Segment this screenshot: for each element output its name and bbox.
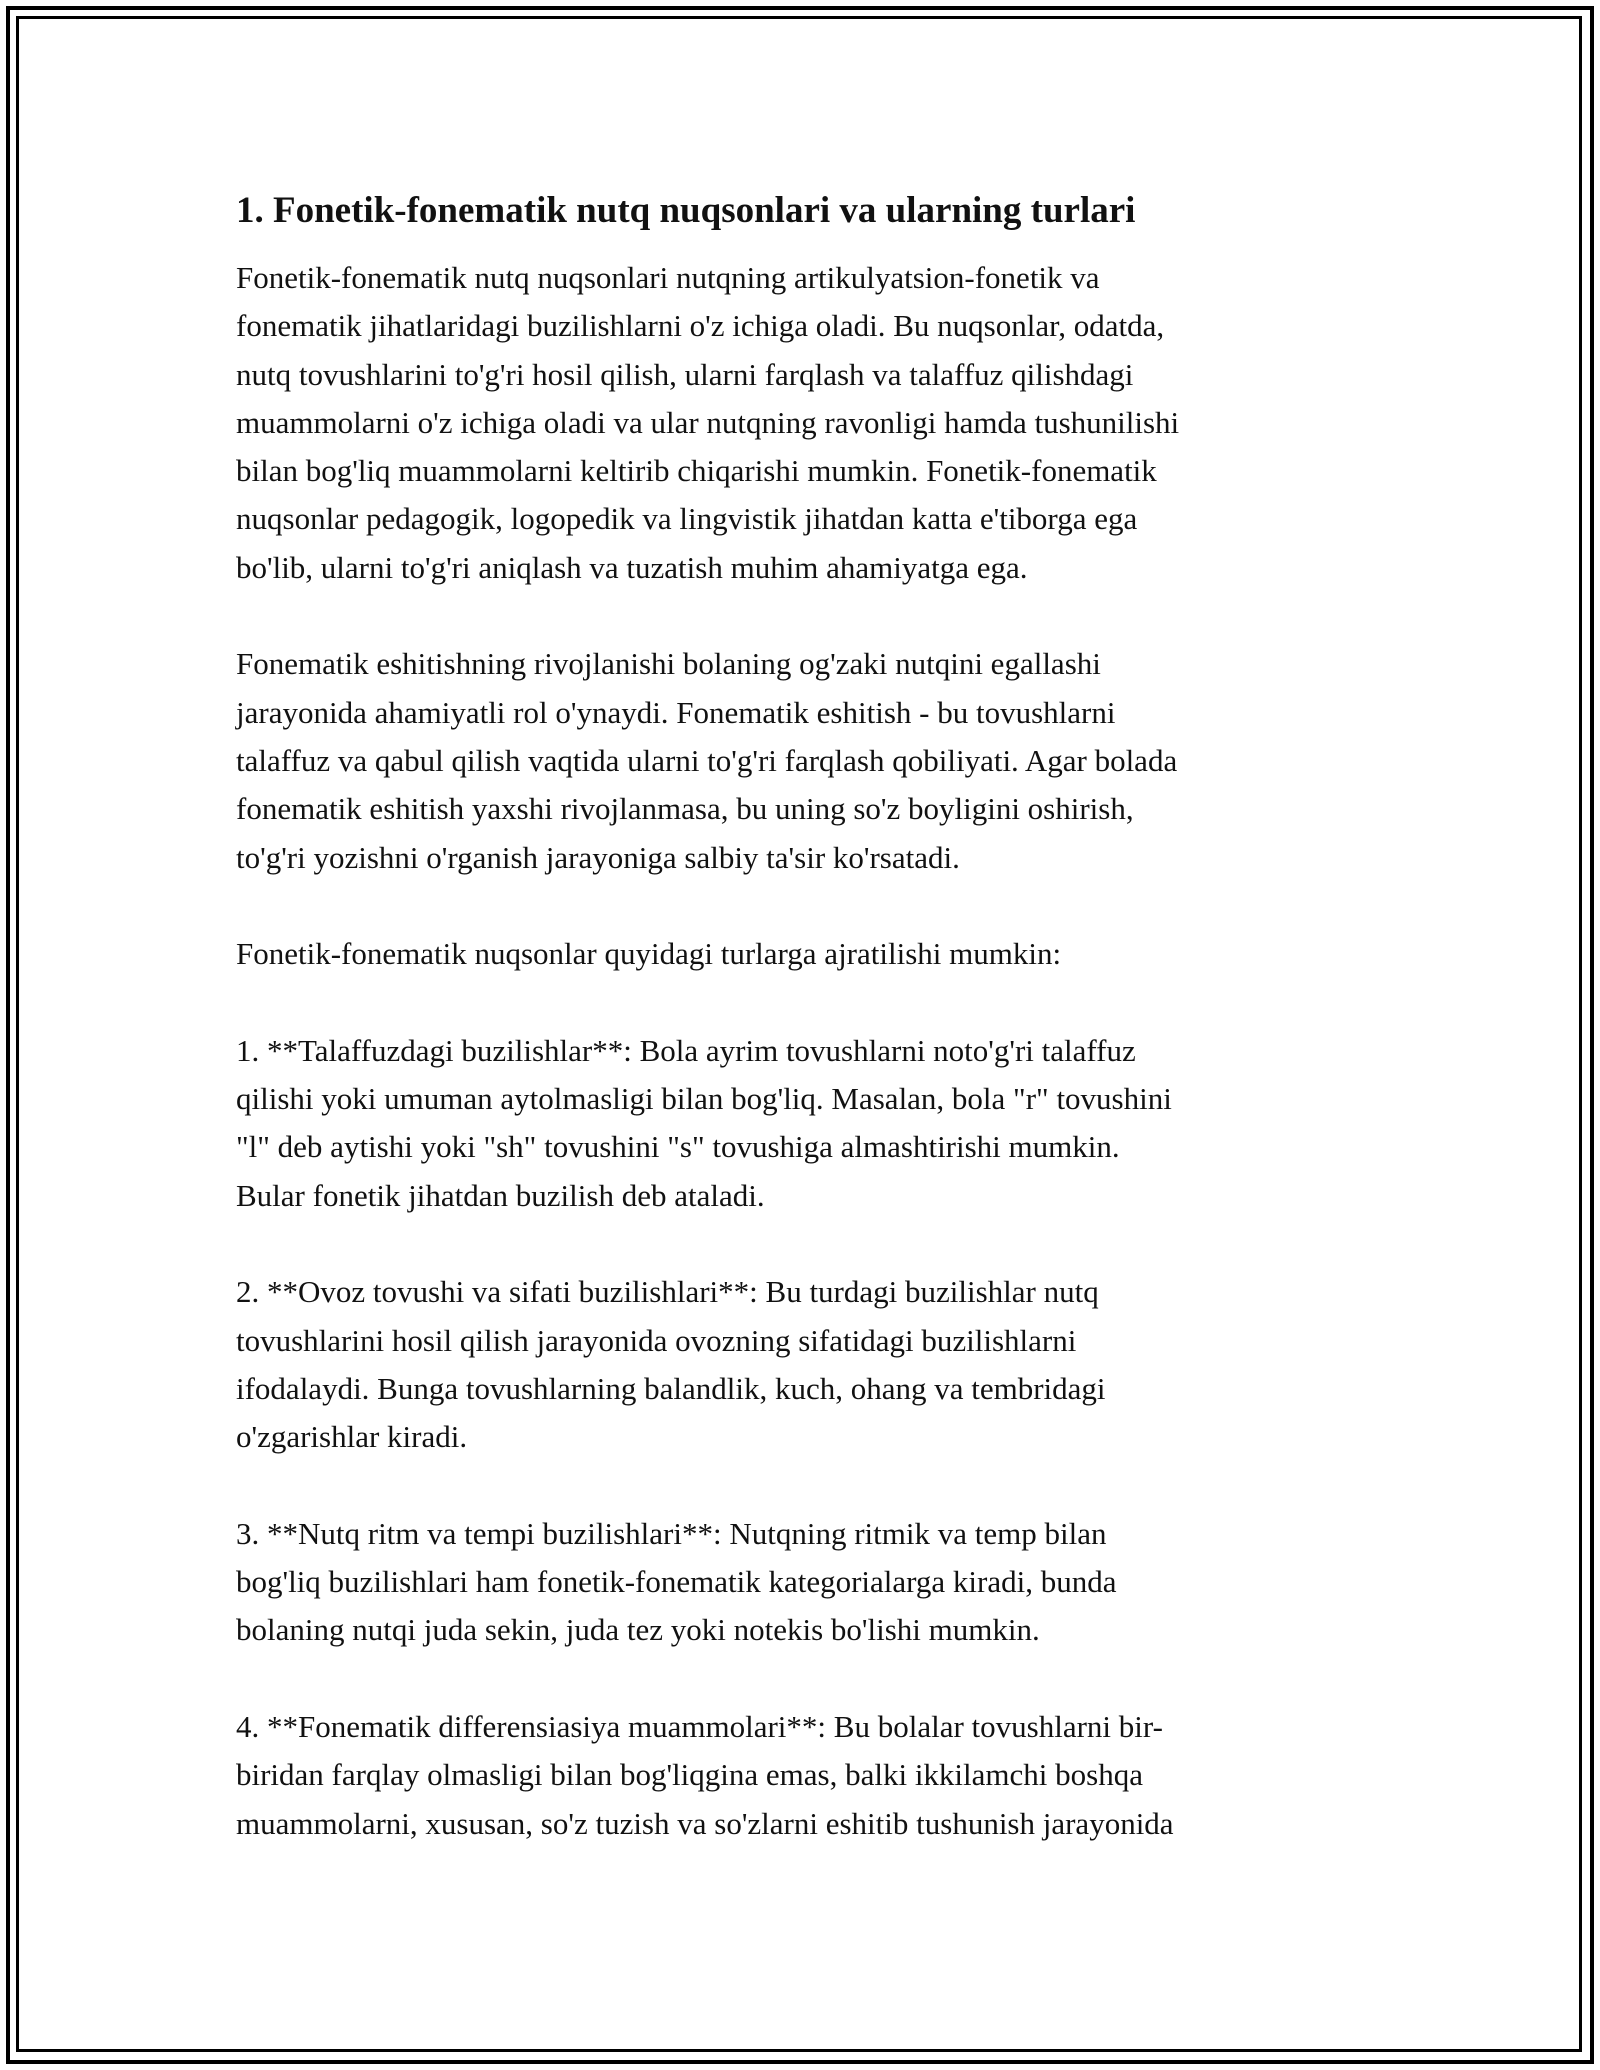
text-line: Bular fonetik jihatdan buzilish deb ataladi.	[236, 1177, 765, 1213]
text-line: 2. **Ovoz tovushi va sifati buzilishlari**: Bu turdagi buzilishlar nutq	[236, 1274, 1099, 1310]
text-line: 4. **Fonematik differensiasiya muammolari**: Bu bolalar tovushlarni bir-	[236, 1708, 1163, 1744]
text-line: bo'lib, ularni to'g'ri aniqlash va tuzatish muhim ahamiyatga ega.	[236, 549, 1028, 585]
paragraph	[236, 1510, 1360, 1655]
text-line: fonematik eshitish yaxshi rivojlanmasa, bu uning so'z boyligini oshirish,	[236, 791, 1134, 827]
text-line: Fonetik-fonematik nuqsonlar quyidagi turlarga ajratilishi mumkin:	[236, 936, 1062, 972]
text-line: nutq tovushlarini to'g'ri hosil qilish, ularni farqlash va talaffuz qilishdagi	[236, 356, 1134, 392]
text-line: bolaning nutqi juda sekin, juda tez yoki notekis bo'lishi mumkin.	[236, 1612, 1040, 1648]
text-line: Fonetik-fonematik nutq nuqsonlari nutqning artikulyatsion-fonetik va	[236, 260, 1100, 295]
document-body	[236, 254, 1360, 1848]
text-line: talaffuz va qabul qilish vaqtida ularni to'g'ri farqlash qobiliyati. Agar bolada	[236, 742, 1178, 778]
text-line: 3. **Nutq ritm va tempi buzilishlari**: Nutqning ritmik va temp bilan	[236, 1515, 1107, 1551]
document-page	[236, 186, 1360, 1896]
text-line: biridan farqlay olmasligi bilan bog'liqgina emas, balki ikkilamchi boshqa	[236, 1757, 1143, 1793]
text-line: "l" deb aytishi yoki "sh" tovushini "s" tovushiga almashtirishi mumkin.	[236, 1129, 1120, 1165]
text-line: 1. **Talaffuzdagi buzilishlar**: Bola ayrim tovushlarni noto'g'ri talaffuz	[236, 1032, 1136, 1068]
text-line: fonematik jihatlaridagi buzilishlarni o'z ichiga oladi. Bu nuqsonlar, odatda,	[236, 308, 1165, 344]
text-line: Fonematik eshitishning rivojlanishi bolaning og'zaki nutqini egallashi	[236, 646, 1101, 682]
paragraph	[236, 1268, 1360, 1461]
paragraph	[236, 254, 1360, 592]
text-line: o'zgarishlar kiradi.	[236, 1419, 468, 1455]
paragraph	[236, 640, 1360, 881]
paragraph	[236, 1703, 1360, 1848]
text-line: bilan bog'liq muammolarni keltirib chiqarishi mumkin. Fonetik-fonematik	[236, 453, 1157, 489]
text-line: to'g'ri yozishni o'rganish jarayoniga salbiy ta'sir ko'rsatadi.	[236, 839, 960, 875]
paragraph	[236, 930, 1360, 978]
text-line: muammolarni o'z ichiga oladi va ular nutqning ravonligi hamda tushunilishi	[236, 404, 1180, 440]
text-line: tovushlarini hosil qilish jarayonida ovozning sifatidagi buzilishlarni	[236, 1322, 1077, 1358]
text-line: bog'liq buzilishlari ham fonetik-fonematik kategorialarga kiradi, bunda	[236, 1564, 1117, 1600]
text-line: nuqsonlar pedagogik, logopedik va lingvistik jihatdan katta e'tiborga ega	[236, 501, 1138, 537]
text-line: jarayonida ahamiyatli rol o'ynaydi. Fonematik eshitish - bu tovushlarni	[236, 694, 1116, 730]
text-line: ifodalaydi. Bunga tovushlarning balandlik, kuch, ohang va tembridagi	[236, 1370, 1106, 1406]
section-heading: 1. Fonetik-fonematik nutq nuqsonlari va ularning turlari	[236, 190, 1136, 231]
text-line: muammolarni, xususan, so'z tuzish va so'zlarni eshitib tushunish jarayonida	[236, 1805, 1174, 1841]
paragraph	[236, 1027, 1360, 1220]
text-line: qilishi yoki umuman aytolmasligi bilan bog'liq. Masalan, bola "r" tovushini	[236, 1081, 1172, 1117]
